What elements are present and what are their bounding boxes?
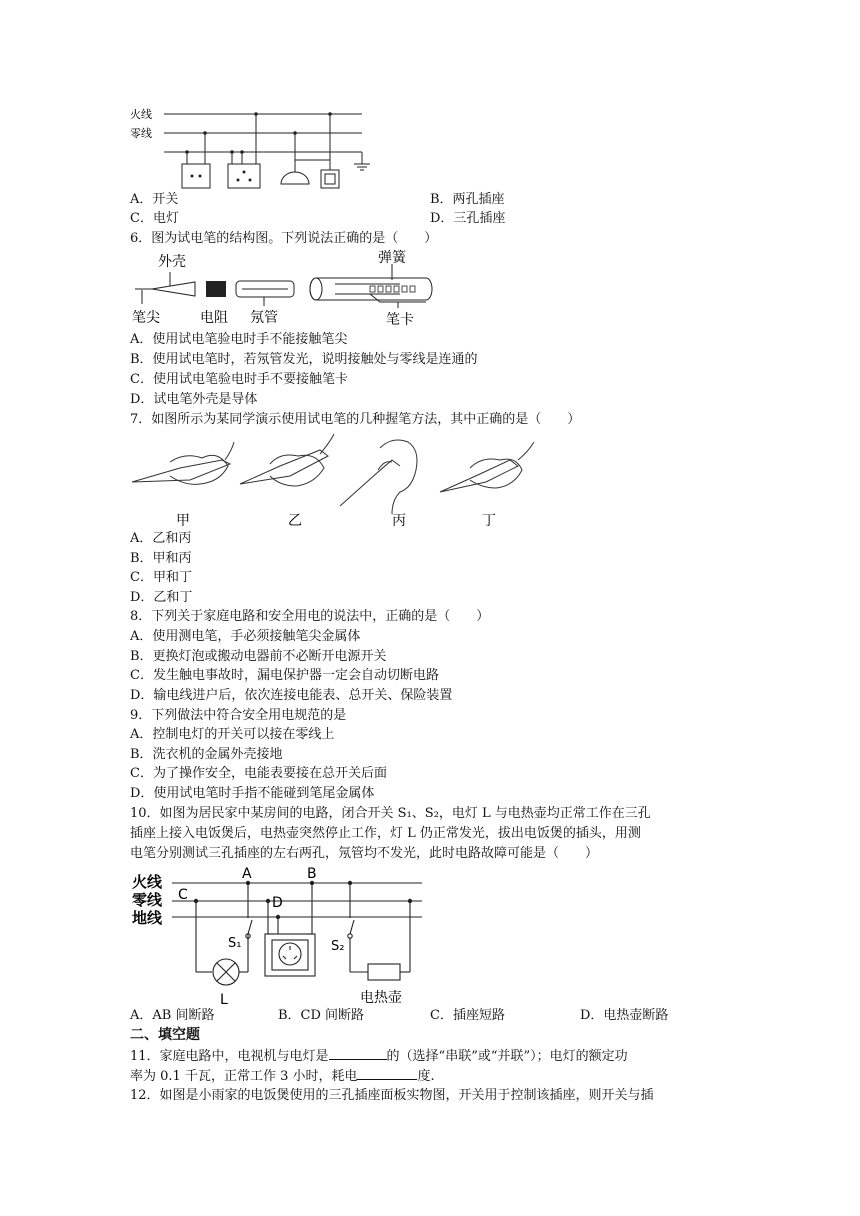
q7-option-b[interactable]: B．甲和丙 [130,551,192,566]
q6-shell-label: 外壳 [158,254,186,270]
q6-tip-label: 笔尖 [132,310,160,326]
q9-stem: 9．下列做法中符合安全用电规范的是 [130,708,347,723]
q8-stem: 8．下列关于家庭电路和安全用电的说法中，正确的是（ ） [130,609,490,624]
q9-option-c[interactable]: C．为了操作安全，电能表要接在总开关后面 [130,766,387,781]
q11-line1 [130,1047,628,1065]
q10-live-label: 火线 [132,873,163,891]
q10-neutral-label: 零线 [132,891,163,909]
q5-live-label: 火线 [130,108,152,121]
q10-option-d[interactable]: D．电热壶断路 [580,1008,669,1023]
q6-tester-structure-figure [130,250,440,330]
q10-circuit-figure [130,862,430,1008]
q8-option-b[interactable]: B．更换灯泡或搬动电器前不必断开电源开关 [130,649,387,664]
q11-line2-a: 率为 0.1 千瓦，正常工作 3 小时，耗电 [130,1069,358,1084]
q9-option-a[interactable]: A．控制电灯的开关可以接在零线上 [130,727,335,742]
q5-neutral-label: 零线 [130,127,152,140]
q11-blank-2[interactable] [357,1067,417,1080]
q6-option-d[interactable]: D．试电笔外壳是导体 [130,392,258,407]
q6-neon-label: 氖管 [250,310,278,326]
q10-ground-label: 地线 [132,909,163,927]
q8-option-a[interactable]: A．使用测电笔，手必须接触笔尖金属体 [130,629,361,644]
q10-point-d: D [272,895,283,911]
q10-kettle-label: 电热壶 [360,990,402,1006]
q11-line2-b: 度. [417,1069,435,1084]
q5-option-a[interactable]: A．开关 [130,192,179,207]
q12-line1: 12．如图是小雨家的电饭煲使用的三孔插座面板实物图，开关用于控制该插座，则开关与插 [130,1088,654,1103]
q10-point-c: C [178,887,188,903]
q6-option-b[interactable]: B．使用试电笔时，若氖管发光，说明接触处与零线是连通的 [130,352,478,367]
q10-option-a[interactable]: A．AB 间断路 [130,1008,215,1023]
q6-clip-label: 笔卡 [386,312,414,328]
q10-s1-label: S₁ [228,936,242,951]
q6-option-c[interactable]: C．使用试电笔验电时手不要接触笔卡 [130,372,348,387]
q10-s2-label: S₂ [331,939,345,954]
q8-option-c[interactable]: C．发生触电事故时，漏电保护器一定会自动切断电路 [130,668,439,683]
q8-option-d[interactable]: D．输电线进户后，依次连接电能表、总开关、保险装置 [130,688,453,703]
q11-blank-1[interactable] [329,1047,387,1060]
q7-label-ding: 丁 [482,513,496,529]
section-heading-fill-in: 二、填空题 [130,1027,200,1043]
q6-option-a[interactable]: A．使用试电笔验电时手不能接触笔尖 [130,332,348,347]
q5-option-b[interactable]: B．两孔插座 [430,192,505,207]
q7-label-yi: 乙 [288,513,302,529]
q5-option-d[interactable]: D．三孔插座 [430,211,506,226]
q5-circuit-figure [130,102,380,192]
q6-spring-label: 弹簧 [378,250,406,266]
q7-option-a[interactable]: A．乙和丙 [130,531,192,546]
q9-option-b[interactable]: B．洗衣机的金属外壳接地 [130,747,283,762]
q6-stem: 6．图为试电笔的结构图。下列说法正确的是（ ） [130,231,438,246]
q10-stem-line1: 10．如图为居民家中某房间的电路，闭合开关 S₁、S₂，电灯 L 与电热壶均正常工作在三孔 [130,806,651,821]
q7-option-c[interactable]: C．甲和丁 [130,570,192,585]
q10-point-a: A [242,866,252,882]
q10-point-b: B [307,866,317,882]
q10-stem-line2: 插座上接入电饭煲后，电热壶突然停止工作，灯 L 仍正常发光，拔出电饭煲的插头，用测 [130,826,641,841]
q6-resistor-label: 电阻 [200,310,228,326]
q10-lamp-label: L [220,992,228,1008]
q9-option-d[interactable]: D．使用试电笔时手指不能碰到笔尾金属体 [130,786,375,801]
q10-stem-line3: 电笔分别测试三孔插座的左右两孔，氖管均不发光，此时电路故障可能是（ ） [130,846,599,861]
q7-stem: 7．如图所示为某同学演示使用试电笔的几种握笔方法，其中正确的是（ ） [130,412,581,427]
q11-line2 [130,1067,435,1085]
q11-line1-b: 的（选择“串联”或“并联”）；电灯的额定功 [386,1049,628,1064]
q7-label-jia: 甲 [176,513,190,529]
q7-grip-methods-figure [130,430,540,530]
q5-option-c[interactable]: C．电灯 [130,211,179,226]
q7-option-d[interactable]: D．乙和丁 [130,590,193,605]
q11-line1-a: 11．家庭电路中，电视机与电灯是 [130,1049,329,1064]
q7-label-bing: 丙 [392,513,406,529]
q10-option-c[interactable]: C．插座短路 [430,1008,505,1023]
q10-option-b[interactable]: B．CD 间断路 [278,1008,365,1023]
